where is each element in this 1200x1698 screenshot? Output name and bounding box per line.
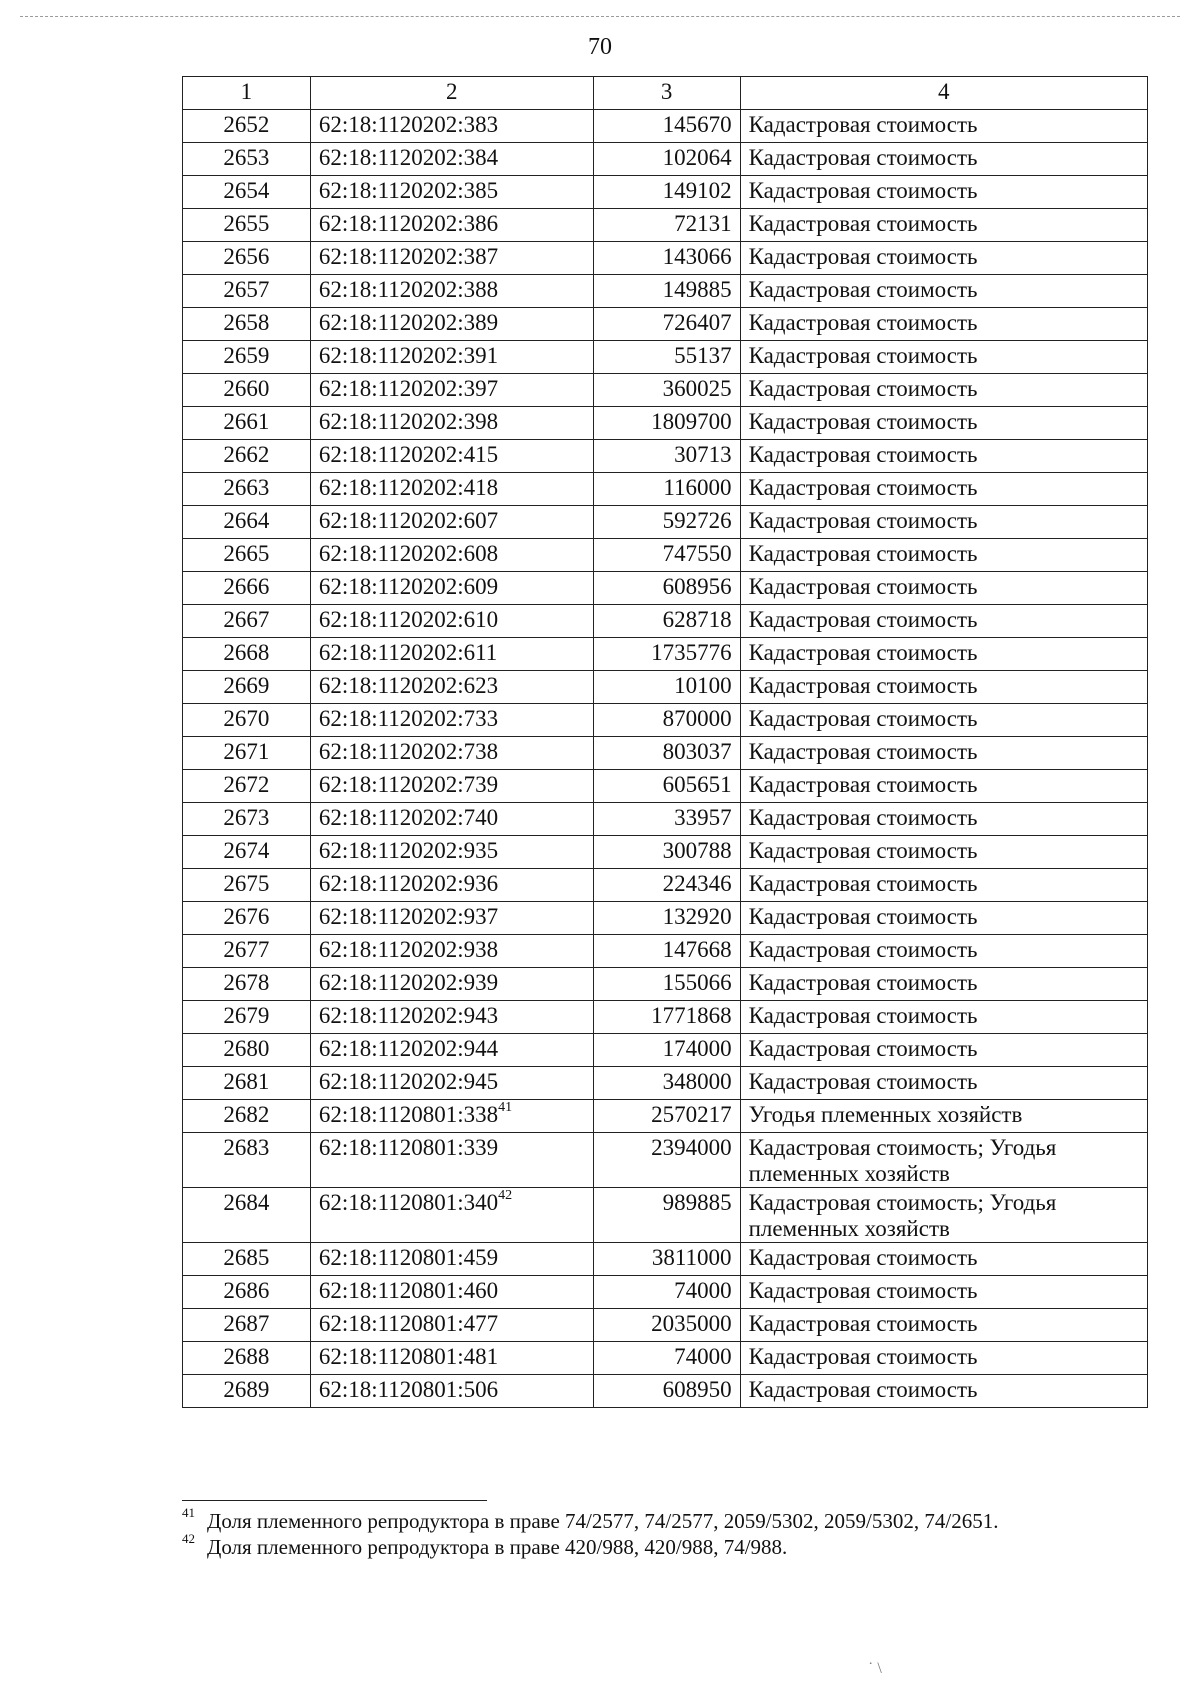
description-cell: Кадастровая стоимость bbox=[740, 1309, 1147, 1342]
cadastral-number-cell bbox=[310, 539, 593, 572]
cadastral-number-cell bbox=[310, 1133, 593, 1188]
footnote-41 bbox=[182, 1505, 1142, 1534]
description-cell: Кадастровая стоимость bbox=[740, 605, 1147, 638]
value-cell: 2035000 bbox=[593, 1309, 740, 1342]
cadastral-number: 62:18:1120202:383 bbox=[318, 112, 499, 137]
table-row bbox=[183, 1243, 1148, 1276]
row-number-cell: 2685 bbox=[183, 1243, 311, 1276]
cadastral-number: 62:18:1120202:391 bbox=[318, 343, 499, 368]
cadastral-number: 62:18:1120202:937 bbox=[318, 904, 499, 929]
cadastral-number-cell bbox=[310, 572, 593, 605]
description-cell: Кадастровая стоимость bbox=[740, 1276, 1147, 1309]
description-cell: Кадастровая стоимость bbox=[740, 1067, 1147, 1100]
value-cell: 33957 bbox=[593, 803, 740, 836]
row-number-cell: 2659 bbox=[183, 341, 311, 374]
cadastral-number: 62:18:1120801:340 bbox=[318, 1190, 499, 1215]
cadastral-number: 62:18:1120202:415 bbox=[318, 442, 499, 467]
footnote-text: Доля племенного репродуктора в праве 74/2577, 74/2577, 2059/5302, 2059/5302, 74/2651. bbox=[207, 1509, 999, 1533]
table-row bbox=[183, 374, 1148, 407]
table-row bbox=[183, 605, 1148, 638]
row-number-cell: 2668 bbox=[183, 638, 311, 671]
cadastral-number: 62:18:1120202:610 bbox=[318, 607, 499, 632]
table-row bbox=[183, 1342, 1148, 1375]
description-cell: Угодья племенных хозяйств bbox=[740, 1100, 1147, 1133]
row-number-cell: 2669 bbox=[183, 671, 311, 704]
value-cell: 174000 bbox=[593, 1034, 740, 1067]
table-row bbox=[183, 869, 1148, 902]
footnote-mark: 41 bbox=[182, 1505, 195, 1520]
row-number-cell: 2686 bbox=[183, 1276, 311, 1309]
cadastral-number-cell bbox=[310, 1001, 593, 1034]
value-cell: 3811000 bbox=[593, 1243, 740, 1276]
row-number-cell: 2679 bbox=[183, 1001, 311, 1034]
cadastral-number: 62:18:1120202:384 bbox=[318, 145, 499, 170]
scan-speck: ˙ \ bbox=[868, 1660, 882, 1677]
row-number-cell: 2656 bbox=[183, 242, 311, 275]
value-cell: 1735776 bbox=[593, 638, 740, 671]
description-cell: Кадастровая стоимость bbox=[740, 374, 1147, 407]
value-cell: 155066 bbox=[593, 968, 740, 1001]
description-cell: Кадастровая стоимость bbox=[740, 308, 1147, 341]
row-number-cell: 2683 bbox=[183, 1133, 311, 1188]
description-cell: Кадастровая стоимость bbox=[740, 275, 1147, 308]
row-number-cell: 2653 bbox=[183, 143, 311, 176]
cadastral-number: 62:18:1120202:733 bbox=[318, 706, 499, 731]
cadastral-number-cell bbox=[310, 506, 593, 539]
row-number-cell: 2676 bbox=[183, 902, 311, 935]
row-number-cell: 2677 bbox=[183, 935, 311, 968]
cadastral-number: 62:18:1120202:945 bbox=[318, 1069, 499, 1094]
cadastral-number-cell bbox=[310, 803, 593, 836]
footnotes bbox=[182, 1505, 1142, 1560]
description-cell: Кадастровая стоимость bbox=[740, 473, 1147, 506]
table-row bbox=[183, 506, 1148, 539]
row-number-cell: 2684 bbox=[183, 1188, 311, 1243]
table-row bbox=[183, 1100, 1148, 1133]
description-cell: Кадастровая стоимость bbox=[740, 539, 1147, 572]
table-row bbox=[183, 539, 1148, 572]
cadastral-number-cell bbox=[310, 440, 593, 473]
table-row bbox=[183, 308, 1148, 341]
cadastral-number-cell bbox=[310, 1067, 593, 1100]
description-cell: Кадастровая стоимость bbox=[740, 671, 1147, 704]
table-row bbox=[183, 176, 1148, 209]
value-cell: 10100 bbox=[593, 671, 740, 704]
value-cell: 74000 bbox=[593, 1276, 740, 1309]
description-cell: Кадастровая стоимость bbox=[740, 704, 1147, 737]
cadastral-number-cell bbox=[310, 902, 593, 935]
cadastral-number: 62:18:1120202:939 bbox=[318, 970, 499, 995]
value-cell: 360025 bbox=[593, 374, 740, 407]
value-cell: 628718 bbox=[593, 605, 740, 638]
value-cell: 132920 bbox=[593, 902, 740, 935]
row-number-cell: 2654 bbox=[183, 176, 311, 209]
table-row bbox=[183, 209, 1148, 242]
table-row bbox=[183, 242, 1148, 275]
row-number-cell: 2689 bbox=[183, 1375, 311, 1408]
cadastral-number: 62:18:1120202:607 bbox=[318, 508, 499, 533]
value-cell: 147668 bbox=[593, 935, 740, 968]
table-row bbox=[183, 341, 1148, 374]
cadastral-number-cell bbox=[310, 110, 593, 143]
cadastral-number-cell bbox=[310, 407, 593, 440]
cadastral-number-cell bbox=[310, 968, 593, 1001]
table-row bbox=[183, 1034, 1148, 1067]
table-row bbox=[183, 935, 1148, 968]
cadastral-number: 62:18:1120202:936 bbox=[318, 871, 499, 896]
row-number-cell: 2658 bbox=[183, 308, 311, 341]
value-cell: 102064 bbox=[593, 143, 740, 176]
description-cell: Кадастровая стоимость bbox=[740, 770, 1147, 803]
table-row bbox=[183, 1188, 1148, 1243]
cadastral-number: 62:18:1120801:339 bbox=[318, 1135, 499, 1160]
cadastral-number: 62:18:1120801:338 bbox=[318, 1102, 499, 1127]
description-cell: Кадастровая стоимость bbox=[740, 143, 1147, 176]
cadastral-number: 62:18:1120202:398 bbox=[318, 409, 499, 434]
table-row bbox=[183, 1001, 1148, 1034]
table-row bbox=[183, 638, 1148, 671]
table-row bbox=[183, 704, 1148, 737]
table-row bbox=[183, 1133, 1148, 1188]
cadastral-number-cell bbox=[310, 1243, 593, 1276]
cadastral-number-cell bbox=[310, 143, 593, 176]
description-cell: Кадастровая стоимость bbox=[740, 242, 1147, 275]
cadastral-number: 62:18:1120202:943 bbox=[318, 1003, 499, 1028]
description-cell: Кадастровая стоимость bbox=[740, 935, 1147, 968]
row-number-cell: 2652 bbox=[183, 110, 311, 143]
value-cell: 2570217 bbox=[593, 1100, 740, 1133]
description-cell: Кадастровая стоимость bbox=[740, 209, 1147, 242]
table-row bbox=[183, 737, 1148, 770]
cadastral-number: 62:18:1120202:938 bbox=[318, 937, 499, 962]
row-number-cell: 2661 bbox=[183, 407, 311, 440]
cadastral-number: 62:18:1120202:609 bbox=[318, 574, 499, 599]
value-cell: 605651 bbox=[593, 770, 740, 803]
description-cell: Кадастровая стоимость bbox=[740, 1001, 1147, 1034]
row-number-cell: 2674 bbox=[183, 836, 311, 869]
cadastral-number: 62:18:1120202:944 bbox=[318, 1036, 499, 1061]
table-row bbox=[183, 671, 1148, 704]
cadastral-number-cell bbox=[310, 1375, 593, 1408]
value-cell: 143066 bbox=[593, 242, 740, 275]
row-number-cell: 2662 bbox=[183, 440, 311, 473]
column-header-2: 2 bbox=[310, 77, 593, 110]
table-row bbox=[183, 902, 1148, 935]
cadastral-number-cell bbox=[310, 869, 593, 902]
row-number-cell: 2687 bbox=[183, 1309, 311, 1342]
cadastral-number: 62:18:1120801:460 bbox=[318, 1278, 499, 1303]
value-cell: 30713 bbox=[593, 440, 740, 473]
cadastral-number-cell bbox=[310, 770, 593, 803]
table-row bbox=[183, 407, 1148, 440]
cadastral-number: 62:18:1120801:481 bbox=[318, 1344, 499, 1369]
description-cell: Кадастровая стоимость bbox=[740, 440, 1147, 473]
cadastral-number-cell bbox=[310, 605, 593, 638]
description-cell: Кадастровая стоимость bbox=[740, 341, 1147, 374]
cadastral-number: 62:18:1120202:623 bbox=[318, 673, 499, 698]
cadastral-number-cell bbox=[310, 1342, 593, 1375]
value-cell: 145670 bbox=[593, 110, 740, 143]
row-number-cell: 2682 bbox=[183, 1100, 311, 1133]
cadastral-number-cell bbox=[310, 176, 593, 209]
cadastral-number-cell bbox=[310, 671, 593, 704]
cadastral-number: 62:18:1120801:459 bbox=[318, 1245, 499, 1270]
row-number-cell: 2657 bbox=[183, 275, 311, 308]
cadastral-number-cell bbox=[310, 704, 593, 737]
cadastral-number: 62:18:1120202:388 bbox=[318, 277, 499, 302]
cadastral-number-cell bbox=[310, 638, 593, 671]
table-row bbox=[183, 473, 1148, 506]
cadastral-number-cell bbox=[310, 209, 593, 242]
cadastral-number-cell bbox=[310, 1034, 593, 1067]
value-cell: 1771868 bbox=[593, 1001, 740, 1034]
table-row bbox=[183, 968, 1148, 1001]
table-row bbox=[183, 770, 1148, 803]
footnote-reference: 41 bbox=[498, 1100, 513, 1116]
description-cell: Кадастровая стоимость bbox=[740, 803, 1147, 836]
cadastral-number-cell bbox=[310, 341, 593, 374]
description-cell: Кадастровая стоимость bbox=[740, 110, 1147, 143]
value-cell: 1809700 bbox=[593, 407, 740, 440]
footnote-mark: 42 bbox=[182, 1531, 195, 1546]
cadastral-number: 62:18:1120801:506 bbox=[318, 1377, 499, 1402]
row-number-cell: 2660 bbox=[183, 374, 311, 407]
cadastral-table bbox=[182, 76, 1148, 1408]
row-number-cell: 2665 bbox=[183, 539, 311, 572]
column-header-4: 4 bbox=[740, 77, 1147, 110]
table-row bbox=[183, 1309, 1148, 1342]
row-number-cell: 2655 bbox=[183, 209, 311, 242]
cadastral-number-cell bbox=[310, 374, 593, 407]
table-row bbox=[183, 110, 1148, 143]
description-cell: Кадастровая стоимость bbox=[740, 176, 1147, 209]
header-row bbox=[183, 77, 1148, 110]
value-cell: 348000 bbox=[593, 1067, 740, 1100]
description-cell: Кадастровая стоимость bbox=[740, 1375, 1147, 1408]
cadastral-number: 62:18:1120202:739 bbox=[318, 772, 499, 797]
cadastral-number: 62:18:1120202:397 bbox=[318, 376, 499, 401]
description-cell: Кадастровая стоимость bbox=[740, 737, 1147, 770]
value-cell: 592726 bbox=[593, 506, 740, 539]
cadastral-number-cell bbox=[310, 1309, 593, 1342]
description-cell: Кадастровая стоимость bbox=[740, 638, 1147, 671]
cadastral-number-cell bbox=[310, 473, 593, 506]
cadastral-number: 62:18:1120202:389 bbox=[318, 310, 499, 335]
cadastral-number-cell bbox=[310, 1276, 593, 1309]
description-cell: Кадастровая стоимость bbox=[740, 1034, 1147, 1067]
value-cell: 870000 bbox=[593, 704, 740, 737]
table-row bbox=[183, 803, 1148, 836]
cadastral-number: 62:18:1120202:418 bbox=[318, 475, 499, 500]
footnote-text: Доля племенного репродуктора в праве 420/988, 420/988, 74/988. bbox=[207, 1535, 788, 1559]
row-number-cell: 2681 bbox=[183, 1067, 311, 1100]
row-number-cell: 2670 bbox=[183, 704, 311, 737]
table-row bbox=[183, 440, 1148, 473]
cadastral-number: 62:18:1120801:477 bbox=[318, 1311, 499, 1336]
column-header-1: 1 bbox=[183, 77, 311, 110]
cadastral-number: 62:18:1120202:740 bbox=[318, 805, 499, 830]
row-number-cell: 2666 bbox=[183, 572, 311, 605]
description-cell: Кадастровая стоимость; Угодья племенных хозяйств bbox=[740, 1133, 1147, 1188]
value-cell: 989885 bbox=[593, 1188, 740, 1243]
table-body bbox=[183, 110, 1148, 1408]
description-cell: Кадастровая стоимость bbox=[740, 506, 1147, 539]
cadastral-number-cell bbox=[310, 1188, 593, 1243]
cadastral-number-cell bbox=[310, 935, 593, 968]
value-cell: 726407 bbox=[593, 308, 740, 341]
footnote-42 bbox=[182, 1531, 1142, 1560]
value-cell: 608950 bbox=[593, 1375, 740, 1408]
cadastral-number-cell bbox=[310, 308, 593, 341]
cadastral-number-cell bbox=[310, 242, 593, 275]
table-row bbox=[183, 1375, 1148, 1408]
description-cell: Кадастровая стоимость bbox=[740, 836, 1147, 869]
description-cell: Кадастровая стоимость; Угодья племенных хозяйств bbox=[740, 1188, 1147, 1243]
value-cell: 2394000 bbox=[593, 1133, 740, 1188]
table-row bbox=[183, 572, 1148, 605]
column-header-3: 3 bbox=[593, 77, 740, 110]
cadastral-number-cell bbox=[310, 1100, 593, 1133]
row-number-cell: 2675 bbox=[183, 869, 311, 902]
value-cell: 300788 bbox=[593, 836, 740, 869]
description-cell: Кадастровая стоимость bbox=[740, 869, 1147, 902]
row-number-cell: 2667 bbox=[183, 605, 311, 638]
page-number: 70 bbox=[588, 34, 612, 60]
cadastral-number: 62:18:1120202:387 bbox=[318, 244, 499, 269]
table-row bbox=[183, 275, 1148, 308]
description-cell: Кадастровая стоимость bbox=[740, 968, 1147, 1001]
cadastral-number-cell bbox=[310, 836, 593, 869]
cadastral-number: 62:18:1120202:935 bbox=[318, 838, 499, 863]
row-number-cell: 2671 bbox=[183, 737, 311, 770]
scan-edge-line bbox=[20, 16, 1180, 17]
value-cell: 224346 bbox=[593, 869, 740, 902]
cadastral-number-cell bbox=[310, 275, 593, 308]
cadastral-number: 62:18:1120202:738 bbox=[318, 739, 499, 764]
row-number-cell: 2688 bbox=[183, 1342, 311, 1375]
value-cell: 747550 bbox=[593, 539, 740, 572]
cadastral-number-cell bbox=[310, 737, 593, 770]
row-number-cell: 2680 bbox=[183, 1034, 311, 1067]
footnote-separator bbox=[182, 1500, 487, 1501]
description-cell: Кадастровая стоимость bbox=[740, 572, 1147, 605]
cadastral-number: 62:18:1120202:608 bbox=[318, 541, 499, 566]
row-number-cell: 2663 bbox=[183, 473, 311, 506]
footnote-reference: 42 bbox=[498, 1188, 513, 1204]
value-cell: 74000 bbox=[593, 1342, 740, 1375]
description-cell: Кадастровая стоимость bbox=[740, 1243, 1147, 1276]
table-row bbox=[183, 836, 1148, 869]
description-cell: Кадастровая стоимость bbox=[740, 1342, 1147, 1375]
table-row bbox=[183, 143, 1148, 176]
row-number-cell: 2678 bbox=[183, 968, 311, 1001]
value-cell: 149885 bbox=[593, 275, 740, 308]
row-number-cell: 2664 bbox=[183, 506, 311, 539]
description-cell: Кадастровая стоимость bbox=[740, 902, 1147, 935]
value-cell: 116000 bbox=[593, 473, 740, 506]
cadastral-number: 62:18:1120202:385 bbox=[318, 178, 499, 203]
table-row bbox=[183, 1067, 1148, 1100]
value-cell: 55137 bbox=[593, 341, 740, 374]
table-row bbox=[183, 1276, 1148, 1309]
row-number-cell: 2673 bbox=[183, 803, 311, 836]
value-cell: 608956 bbox=[593, 572, 740, 605]
description-cell: Кадастровая стоимость bbox=[740, 407, 1147, 440]
value-cell: 149102 bbox=[593, 176, 740, 209]
value-cell: 72131 bbox=[593, 209, 740, 242]
cadastral-number: 62:18:1120202:611 bbox=[318, 640, 498, 665]
row-number-cell: 2672 bbox=[183, 770, 311, 803]
cadastral-number: 62:18:1120202:386 bbox=[318, 211, 499, 236]
value-cell: 803037 bbox=[593, 737, 740, 770]
